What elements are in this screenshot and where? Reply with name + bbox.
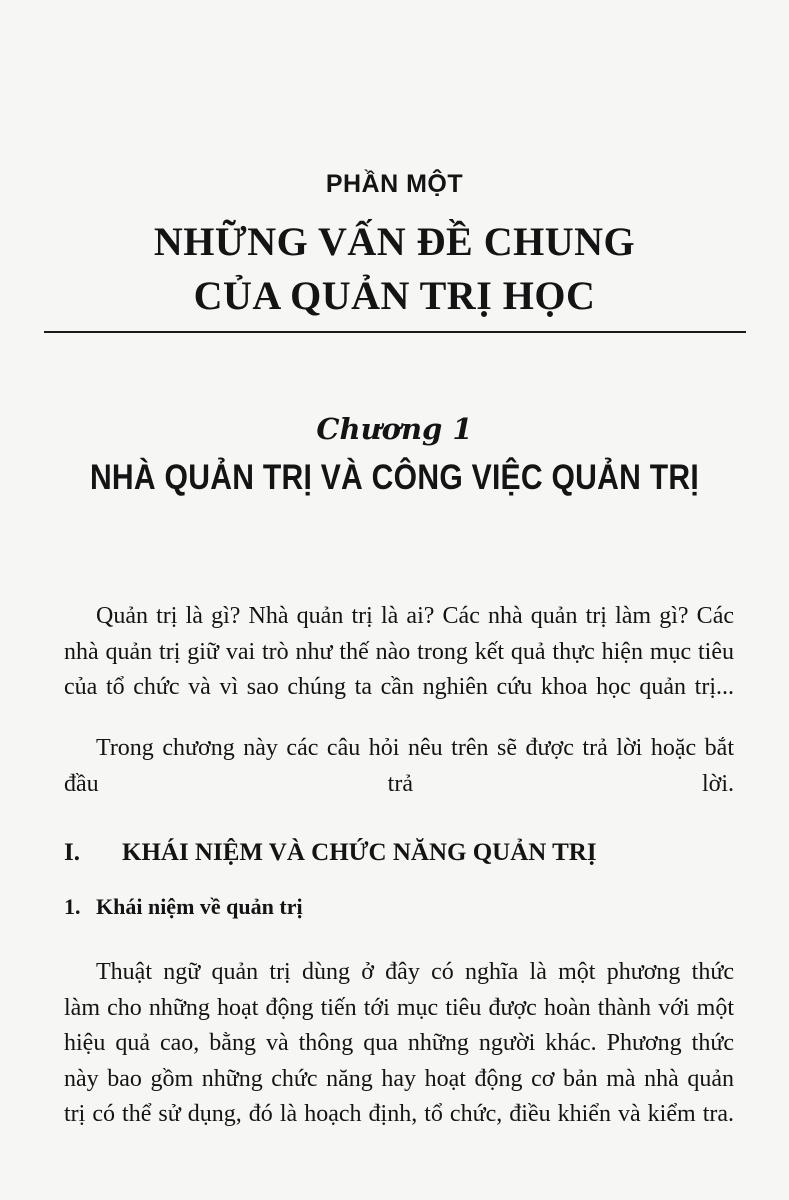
subsection-number: 1. — [64, 894, 81, 919]
text-line: hiệu quả cao, bằng và thông qua những người khác. Phương thức — [64, 1030, 734, 1056]
text-line: đầu trả lời. — [64, 770, 734, 797]
text-line: Quản trị là gì? Nhà quản trị là ai? Các nhà quản trị làm gì? Các — [96, 603, 734, 629]
part-label: PHẦN MỘT — [325, 170, 464, 198]
part-title-line-2: CỦA QUẢN TRỊ HỌC — [193, 273, 596, 318]
subsection-heading — [64, 894, 303, 920]
body-paragraph — [64, 955, 734, 1133]
divider-rule — [44, 331, 746, 333]
subsection-title: Khái niệm về quản trị — [96, 894, 303, 919]
part-title-line-1: NHỮNG VẤN ĐỀ CHUNG — [153, 219, 636, 264]
text-line: Trong chương này các câu hỏi nêu trên sẽ được trả lời hoặc bắt — [96, 735, 734, 761]
section-heading — [64, 839, 597, 867]
intro-paragraph-2 — [64, 731, 734, 802]
section-title: KHÁI NIỆM VÀ CHỨC NĂNG QUẢN TRỊ — [122, 839, 597, 866]
chapter-label: Chương 1 — [316, 412, 473, 446]
text-line: này bao gồm những chức năng hay hoạt động cơ bản mà nhà quản — [64, 1065, 734, 1092]
text-line: Thuật ngữ quản trị dùng ở đây có nghĩa là một phương thức — [96, 959, 734, 985]
chapter-title: NHÀ QUẢN TRỊ VÀ CÔNG VIỆC QUẢN TRỊ — [89, 458, 700, 497]
intro-paragraph-1 — [64, 599, 734, 706]
text-line: làm cho những hoạt động tiến tới mục tiêu được hoàn thành với một — [64, 994, 734, 1021]
text-line: nhà quản trị giữ vai trò như thế nào trong kết quả thực hiện mục tiêu — [64, 638, 734, 665]
text-line: trị có thể sử dụng, đó là hoạch định, tổ chức, điều khiển và kiểm tra. — [64, 1101, 734, 1127]
text-line: của tổ chức và vì sao chúng ta cần nghiên cứu khoa học quản trị... — [64, 674, 734, 700]
section-number: I. — [64, 839, 80, 866]
